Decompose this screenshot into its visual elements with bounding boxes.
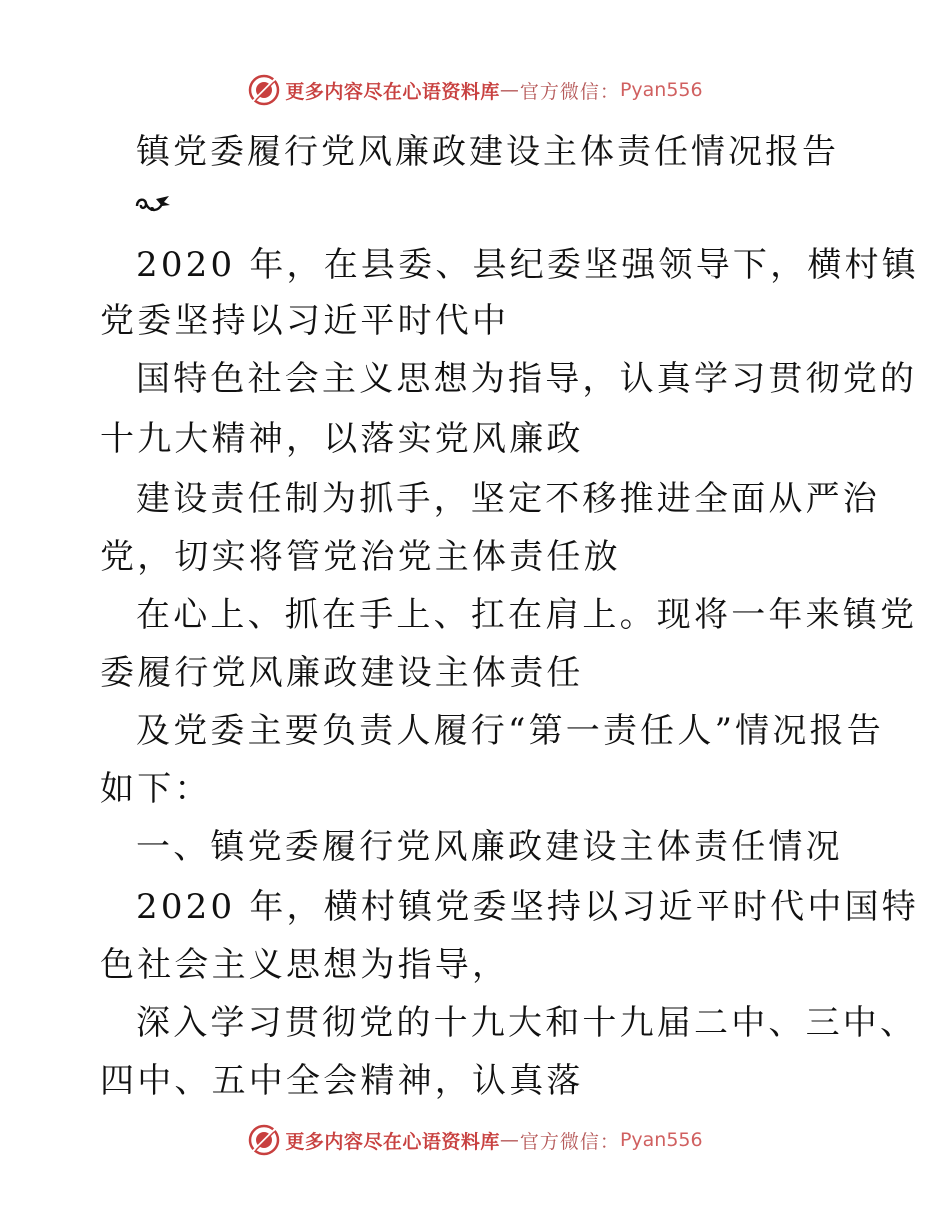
paragraph-line: 建设责任制为抓手，坚定不移推进全面从严治 <box>136 479 880 519</box>
watermark-separator: — <box>499 79 520 101</box>
paragraph-line: 如下： <box>100 769 212 809</box>
section-heading: 一、镇党委履行党风廉政建设主体责任情况 <box>136 827 843 867</box>
paragraph-line: 党，切实将管党治党主体责任放 <box>100 537 621 577</box>
paragraph-line: 十九大精神，以落实党风廉政 <box>100 419 584 459</box>
brand-logo-icon <box>247 73 281 107</box>
document-title: 镇党委履行党风廉政建设主体责任情况报告 <box>136 132 839 172</box>
watermark-footer <box>0 1120 950 1160</box>
brand-logo-icon <box>247 1123 281 1157</box>
watermark-wechat-id: Pyan556 <box>619 79 703 101</box>
watermark-official-label: 官方微信： <box>519 80 620 103</box>
paragraph-line: 及党委主要负责人履行“第一责任人”情况报告 <box>136 711 884 751</box>
paragraph-line: 深入学习贯彻党的十九大和十九届二中、三中、 <box>136 1003 918 1043</box>
paragraph-line: 委履行党风廉政建设主体责任 <box>100 653 584 693</box>
watermark-brand: 更多内容尽在心语资料库 <box>285 1130 500 1153</box>
paragraph-line: 色社会主义思想为指导， <box>100 945 510 985</box>
watermark-wechat-id: Pyan556 <box>619 1129 703 1151</box>
paragraph-line: 国特色社会主义思想为指导，认真学习贯彻党的 <box>136 359 918 399</box>
ornament-icon <box>134 192 172 218</box>
paragraph-line: 党委坚持以习近平时代中 <box>100 301 510 341</box>
paragraph-line: 在心上、抓在手上、扛在肩上。现将一年来镇党 <box>136 595 918 635</box>
watermark-separator: — <box>499 1129 520 1151</box>
watermark-header <box>0 70 950 110</box>
watermark-official-label: 官方微信： <box>519 1130 620 1153</box>
paragraph-line: 2020 年，横村镇党委坚持以习近平时代中国特 <box>136 887 919 927</box>
watermark-brand: 更多内容尽在心语资料库 <box>285 80 500 103</box>
paragraph-line: 2020 年，在县委、县纪委坚强领导下，横村镇 <box>136 245 919 285</box>
paragraph-line: 四中、五中全会精神，认真落 <box>100 1061 584 1101</box>
